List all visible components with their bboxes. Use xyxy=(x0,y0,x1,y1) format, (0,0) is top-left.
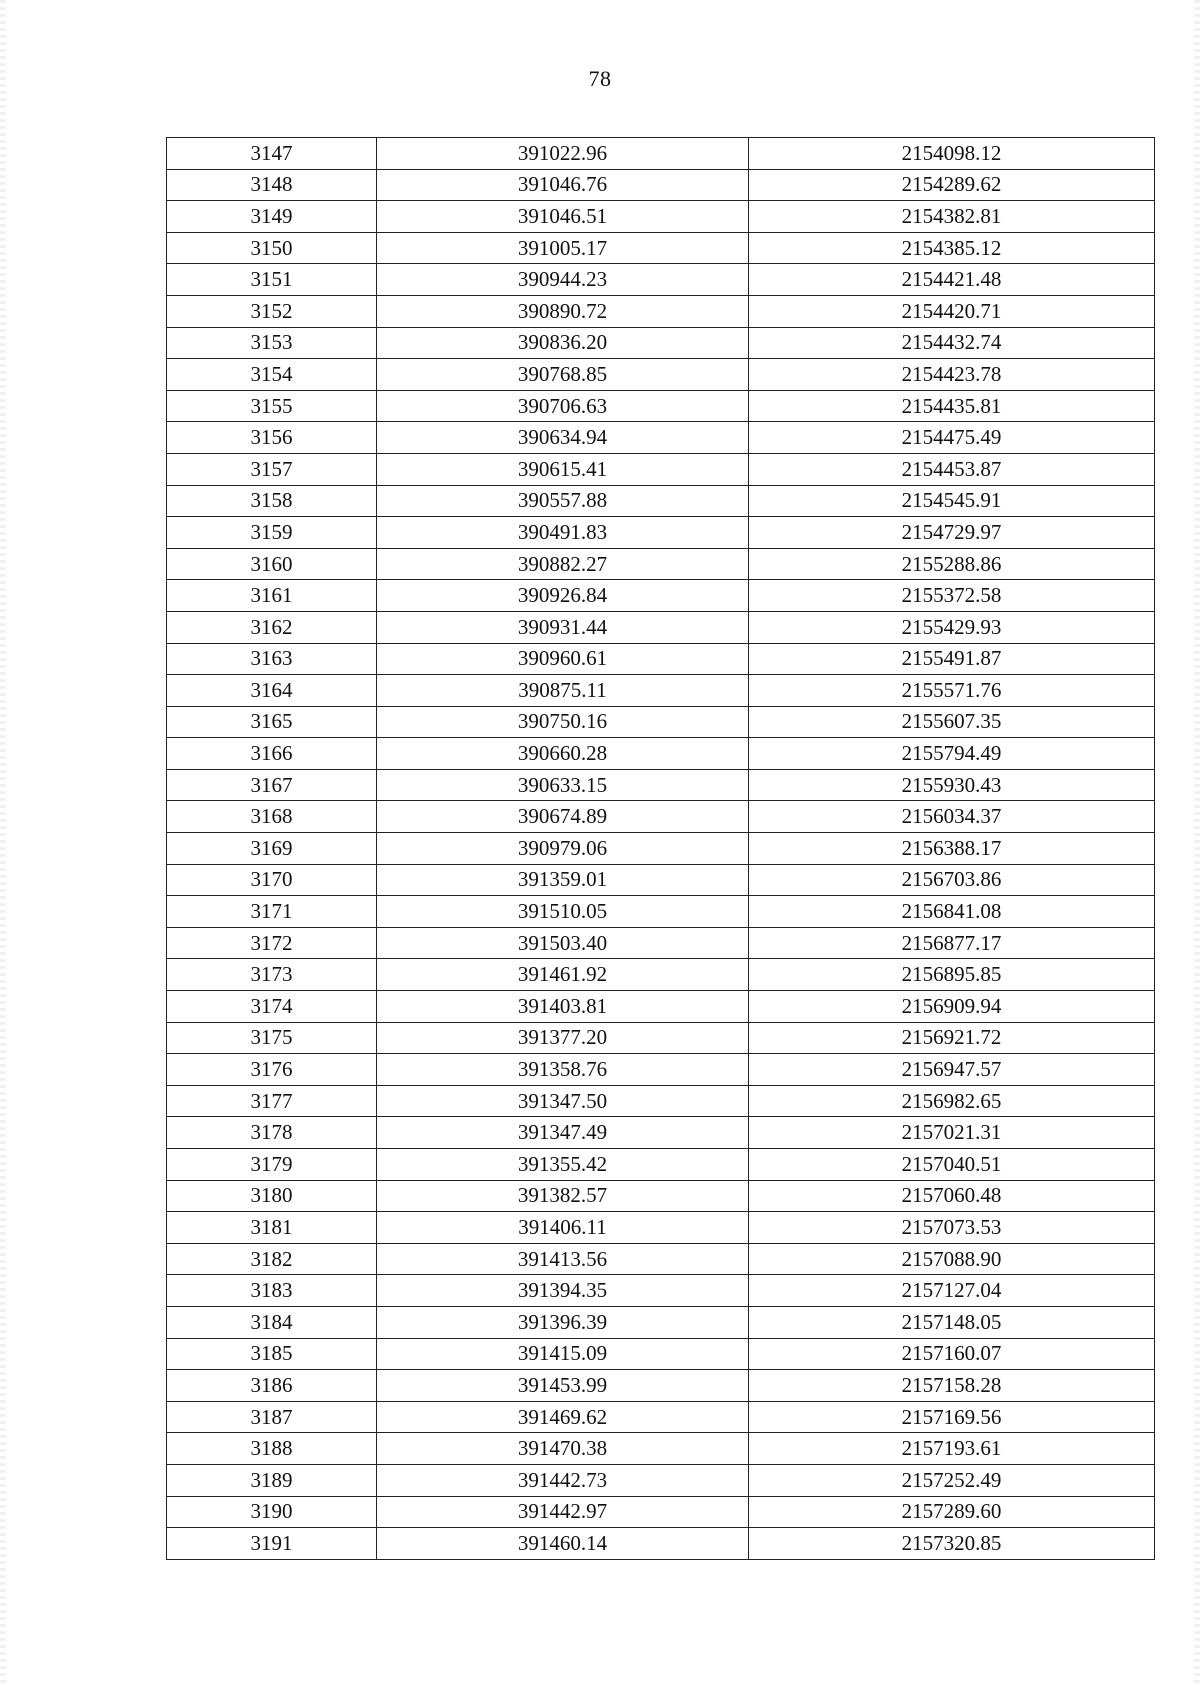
table-row xyxy=(167,675,1155,707)
table-row xyxy=(167,169,1155,201)
point-id-cell: 3175 xyxy=(167,1022,377,1054)
coordinate-table xyxy=(166,137,1155,1560)
table-row xyxy=(167,1022,1155,1054)
y-coordinate-cell: 2154421.48 xyxy=(749,264,1155,296)
y-coordinate-cell: 2157252.49 xyxy=(749,1464,1155,1496)
page-number: 78 xyxy=(588,66,612,91)
table-row xyxy=(167,1496,1155,1528)
table-row xyxy=(167,927,1155,959)
point-id-cell: 3161 xyxy=(167,580,377,612)
table-row xyxy=(167,359,1155,391)
point-id-cell: 3155 xyxy=(167,390,377,422)
point-id-cell: 3163 xyxy=(167,643,377,675)
y-coordinate-cell: 2156909.94 xyxy=(749,991,1155,1023)
point-id-cell: 3150 xyxy=(167,232,377,264)
y-coordinate-cell: 2157320.85 xyxy=(749,1528,1155,1560)
table-row xyxy=(167,1370,1155,1402)
x-coordinate-cell: 390634.94 xyxy=(377,422,749,454)
y-coordinate-cell: 2155372.58 xyxy=(749,580,1155,612)
x-coordinate-cell: 391046.51 xyxy=(377,201,749,233)
point-id-cell: 3170 xyxy=(167,864,377,896)
y-coordinate-cell: 2157060.48 xyxy=(749,1180,1155,1212)
point-id-cell: 3159 xyxy=(167,517,377,549)
point-id-cell: 3180 xyxy=(167,1180,377,1212)
point-id-cell: 3151 xyxy=(167,264,377,296)
x-coordinate-cell: 391403.81 xyxy=(377,991,749,1023)
x-coordinate-cell: 390750.16 xyxy=(377,706,749,738)
x-coordinate-cell: 390960.61 xyxy=(377,643,749,675)
x-coordinate-cell: 391453.99 xyxy=(377,1370,749,1402)
y-coordinate-cell: 2155429.93 xyxy=(749,611,1155,643)
table-row xyxy=(167,991,1155,1023)
x-coordinate-cell: 390768.85 xyxy=(377,359,749,391)
point-id-cell: 3178 xyxy=(167,1117,377,1149)
point-id-cell: 3171 xyxy=(167,896,377,928)
x-coordinate-cell: 391413.56 xyxy=(377,1243,749,1275)
y-coordinate-cell: 2154420.71 xyxy=(749,295,1155,327)
y-coordinate-cell: 2157127.04 xyxy=(749,1275,1155,1307)
table-row xyxy=(167,643,1155,675)
point-id-cell: 3184 xyxy=(167,1306,377,1338)
x-coordinate-cell: 390926.84 xyxy=(377,580,749,612)
x-coordinate-cell: 391022.96 xyxy=(377,138,749,170)
table-row xyxy=(167,1306,1155,1338)
y-coordinate-cell: 2157073.53 xyxy=(749,1212,1155,1244)
coordinate-table-body xyxy=(167,138,1155,1560)
table-row xyxy=(167,864,1155,896)
table-row xyxy=(167,138,1155,170)
x-coordinate-cell: 390931.44 xyxy=(377,611,749,643)
point-id-cell: 3183 xyxy=(167,1275,377,1307)
y-coordinate-cell: 2157148.05 xyxy=(749,1306,1155,1338)
point-id-cell: 3162 xyxy=(167,611,377,643)
point-id-cell: 3157 xyxy=(167,453,377,485)
x-coordinate-cell: 391394.35 xyxy=(377,1275,749,1307)
scan-edge-right xyxy=(1194,0,1200,1686)
table-row xyxy=(167,833,1155,865)
table-row xyxy=(167,422,1155,454)
x-coordinate-cell: 391347.49 xyxy=(377,1117,749,1149)
y-coordinate-cell: 2156703.86 xyxy=(749,864,1155,896)
y-coordinate-cell: 2154545.91 xyxy=(749,485,1155,517)
point-id-cell: 3156 xyxy=(167,422,377,454)
table-row xyxy=(167,1149,1155,1181)
y-coordinate-cell: 2154475.49 xyxy=(749,422,1155,454)
y-coordinate-cell: 2157193.61 xyxy=(749,1433,1155,1465)
table-row xyxy=(167,959,1155,991)
point-id-cell: 3191 xyxy=(167,1528,377,1560)
x-coordinate-cell: 391406.11 xyxy=(377,1212,749,1244)
table-row xyxy=(167,580,1155,612)
point-id-cell: 3169 xyxy=(167,833,377,865)
x-coordinate-cell: 391396.39 xyxy=(377,1306,749,1338)
x-coordinate-cell: 391046.76 xyxy=(377,169,749,201)
y-coordinate-cell: 2154289.62 xyxy=(749,169,1155,201)
table-row xyxy=(167,453,1155,485)
page-number-container xyxy=(0,66,1200,92)
point-id-cell: 3187 xyxy=(167,1401,377,1433)
point-id-cell: 3188 xyxy=(167,1433,377,1465)
point-id-cell: 3182 xyxy=(167,1243,377,1275)
table-row xyxy=(167,1243,1155,1275)
y-coordinate-cell: 2155491.87 xyxy=(749,643,1155,675)
x-coordinate-cell: 391442.97 xyxy=(377,1496,749,1528)
y-coordinate-cell: 2154432.74 xyxy=(749,327,1155,359)
x-coordinate-cell: 391415.09 xyxy=(377,1338,749,1370)
x-coordinate-cell: 391358.76 xyxy=(377,1054,749,1086)
y-coordinate-cell: 2156841.08 xyxy=(749,896,1155,928)
y-coordinate-cell: 2157289.60 xyxy=(749,1496,1155,1528)
table-row xyxy=(167,1212,1155,1244)
y-coordinate-cell: 2155288.86 xyxy=(749,548,1155,580)
y-coordinate-cell: 2156921.72 xyxy=(749,1022,1155,1054)
x-coordinate-cell: 391442.73 xyxy=(377,1464,749,1496)
point-id-cell: 3185 xyxy=(167,1338,377,1370)
x-coordinate-cell: 391347.50 xyxy=(377,1085,749,1117)
point-id-cell: 3174 xyxy=(167,991,377,1023)
y-coordinate-cell: 2154435.81 xyxy=(749,390,1155,422)
x-coordinate-cell: 390615.41 xyxy=(377,453,749,485)
x-coordinate-cell: 390706.63 xyxy=(377,390,749,422)
table-row xyxy=(167,295,1155,327)
x-coordinate-cell: 391470.38 xyxy=(377,1433,749,1465)
y-coordinate-cell: 2154098.12 xyxy=(749,138,1155,170)
x-coordinate-cell: 391005.17 xyxy=(377,232,749,264)
y-coordinate-cell: 2154423.78 xyxy=(749,359,1155,391)
point-id-cell: 3179 xyxy=(167,1149,377,1181)
table-row xyxy=(167,1338,1155,1370)
table-row xyxy=(167,1528,1155,1560)
table-row xyxy=(167,769,1155,801)
y-coordinate-cell: 2157169.56 xyxy=(749,1401,1155,1433)
point-id-cell: 3165 xyxy=(167,706,377,738)
y-coordinate-cell: 2156982.65 xyxy=(749,1085,1155,1117)
point-id-cell: 3160 xyxy=(167,548,377,580)
point-id-cell: 3189 xyxy=(167,1464,377,1496)
y-coordinate-cell: 2155794.49 xyxy=(749,738,1155,770)
point-id-cell: 3148 xyxy=(167,169,377,201)
point-id-cell: 3153 xyxy=(167,327,377,359)
point-id-cell: 3190 xyxy=(167,1496,377,1528)
scan-edge-left xyxy=(0,0,6,1686)
y-coordinate-cell: 2157160.07 xyxy=(749,1338,1155,1370)
x-coordinate-cell: 390875.11 xyxy=(377,675,749,707)
table-row xyxy=(167,232,1155,264)
coordinate-table-container xyxy=(166,137,1154,1560)
table-row xyxy=(167,517,1155,549)
y-coordinate-cell: 2157088.90 xyxy=(749,1243,1155,1275)
y-coordinate-cell: 2156947.57 xyxy=(749,1054,1155,1086)
point-id-cell: 3186 xyxy=(167,1370,377,1402)
x-coordinate-cell: 391510.05 xyxy=(377,896,749,928)
point-id-cell: 3168 xyxy=(167,801,377,833)
y-coordinate-cell: 2155571.76 xyxy=(749,675,1155,707)
table-row xyxy=(167,611,1155,643)
table-row xyxy=(167,1085,1155,1117)
y-coordinate-cell: 2156034.37 xyxy=(749,801,1155,833)
table-row xyxy=(167,1180,1155,1212)
table-row xyxy=(167,801,1155,833)
table-row xyxy=(167,738,1155,770)
x-coordinate-cell: 391503.40 xyxy=(377,927,749,959)
x-coordinate-cell: 391377.20 xyxy=(377,1022,749,1054)
point-id-cell: 3147 xyxy=(167,138,377,170)
table-row xyxy=(167,390,1155,422)
y-coordinate-cell: 2155607.35 xyxy=(749,706,1155,738)
table-row xyxy=(167,327,1155,359)
x-coordinate-cell: 390660.28 xyxy=(377,738,749,770)
table-row xyxy=(167,485,1155,517)
point-id-cell: 3152 xyxy=(167,295,377,327)
table-row xyxy=(167,548,1155,580)
point-id-cell: 3172 xyxy=(167,927,377,959)
x-coordinate-cell: 390557.88 xyxy=(377,485,749,517)
y-coordinate-cell: 2157021.31 xyxy=(749,1117,1155,1149)
point-id-cell: 3158 xyxy=(167,485,377,517)
point-id-cell: 3176 xyxy=(167,1054,377,1086)
point-id-cell: 3166 xyxy=(167,738,377,770)
y-coordinate-cell: 2155930.43 xyxy=(749,769,1155,801)
x-coordinate-cell: 390491.83 xyxy=(377,517,749,549)
y-coordinate-cell: 2154382.81 xyxy=(749,201,1155,233)
point-id-cell: 3167 xyxy=(167,769,377,801)
point-id-cell: 3149 xyxy=(167,201,377,233)
table-row xyxy=(167,201,1155,233)
point-id-cell: 3181 xyxy=(167,1212,377,1244)
y-coordinate-cell: 2156895.85 xyxy=(749,959,1155,991)
table-row xyxy=(167,1464,1155,1496)
table-row xyxy=(167,1117,1155,1149)
x-coordinate-cell: 391461.92 xyxy=(377,959,749,991)
x-coordinate-cell: 390674.89 xyxy=(377,801,749,833)
table-row xyxy=(167,1275,1155,1307)
point-id-cell: 3164 xyxy=(167,675,377,707)
x-coordinate-cell: 390836.20 xyxy=(377,327,749,359)
x-coordinate-cell: 390890.72 xyxy=(377,295,749,327)
point-id-cell: 3154 xyxy=(167,359,377,391)
table-row xyxy=(167,706,1155,738)
x-coordinate-cell: 390944.23 xyxy=(377,264,749,296)
y-coordinate-cell: 2154385.12 xyxy=(749,232,1155,264)
x-coordinate-cell: 390979.06 xyxy=(377,833,749,865)
y-coordinate-cell: 2157158.28 xyxy=(749,1370,1155,1402)
y-coordinate-cell: 2154453.87 xyxy=(749,453,1155,485)
x-coordinate-cell: 391355.42 xyxy=(377,1149,749,1181)
x-coordinate-cell: 391359.01 xyxy=(377,864,749,896)
y-coordinate-cell: 2156388.17 xyxy=(749,833,1155,865)
point-id-cell: 3177 xyxy=(167,1085,377,1117)
y-coordinate-cell: 2154729.97 xyxy=(749,517,1155,549)
x-coordinate-cell: 391460.14 xyxy=(377,1528,749,1560)
y-coordinate-cell: 2157040.51 xyxy=(749,1149,1155,1181)
x-coordinate-cell: 390633.15 xyxy=(377,769,749,801)
x-coordinate-cell: 390882.27 xyxy=(377,548,749,580)
x-coordinate-cell: 391382.57 xyxy=(377,1180,749,1212)
table-row xyxy=(167,264,1155,296)
x-coordinate-cell: 391469.62 xyxy=(377,1401,749,1433)
table-row xyxy=(167,1401,1155,1433)
y-coordinate-cell: 2156877.17 xyxy=(749,927,1155,959)
point-id-cell: 3173 xyxy=(167,959,377,991)
table-row xyxy=(167,1433,1155,1465)
table-row xyxy=(167,1054,1155,1086)
table-row xyxy=(167,896,1155,928)
